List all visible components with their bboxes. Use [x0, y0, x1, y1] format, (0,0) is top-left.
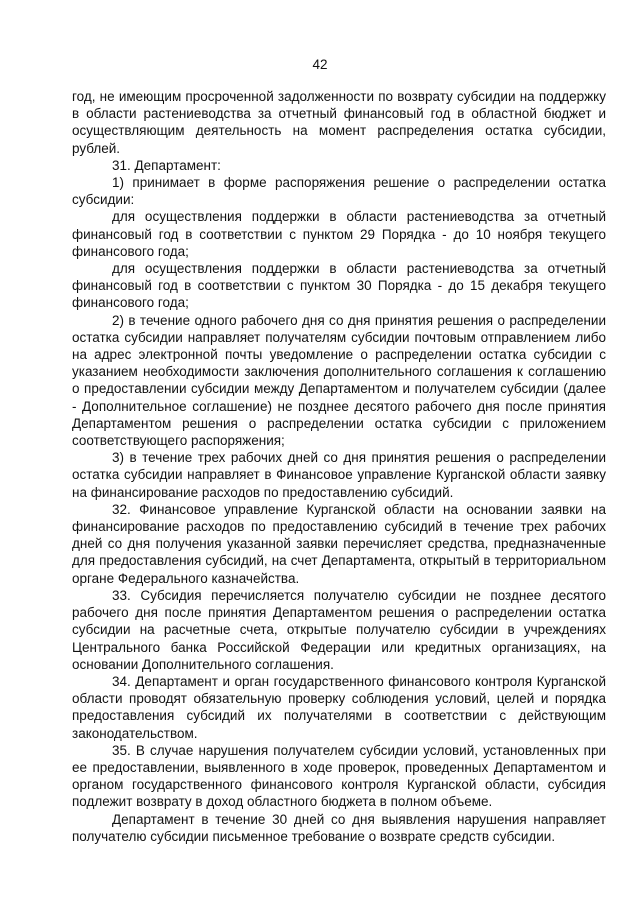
paragraph: 33. Субсидия перечисляется получателю субсидии не позднее десятого рабочего дня после принятия Департаментом решения о распределении остатка субсидии на расчетные счета, открытые получателю субсидии в учреждениях Центрального банка Российской Федерации или кредитных организациях, на основании Дополнительного соглашения.: [72, 587, 606, 672]
paragraph: Департамент в течение 30 дней со дня выявления нарушения направляет получателю субсидии письменное требование о возврате средств субсидии.: [72, 811, 606, 844]
paragraph: для осуществления поддержки в области растениеводства за отчетный финансовый год в соответствии с пунктом 29 Порядка - до 10 ноября текущего финансового года;: [72, 209, 606, 259]
paragraph: 3) в течение трех рабочих дней со дня принятия решения о распределении остатка субсидии направляет в Финансовое управление Курганской области заявку на финансирование расходов по предоставлению субсидий.: [72, 450, 606, 500]
paragraph: 31. Департамент:: [112, 157, 221, 173]
paragraph: 1) принимает в форме распоряжения решение о распределении остатка субсидии:: [72, 175, 606, 208]
paragraph: 2) в течение одного рабочего дня со дня принятия решения о распределении остатка субсидии направляет получателям субсидии почтовым отправлением либо на адрес электронной почты уведомление о распределении остатка субсидии с указанием необходимости заключения дополнительного соглашения к соглашению о предоставлении субсидии между Департаментом и получателем субсидии (далее - Дополнительное соглашение) не позднее десятого рабочего дня после принятия Департаментом решения о распределении остатка субсидии с приложением соответствующего распоряжения;: [72, 312, 606, 449]
paragraph: год, не имеющим просроченной задолженности по возврату субсидии на поддержку в области растениеводства за отчетный финансовый год в областной бюджет и осуществляющим деятельность на момент распределения остатка субсидии, рублей.: [72, 89, 606, 156]
paragraph: 34. Департамент и орган государственного финансового контроля Курганской области проводят обязательную проверку соблюдения условий, целей и порядка предоставления субсидий их получателями в соответствии с действующим законодательством.: [72, 673, 606, 741]
paragraph: 35. В случае нарушения получателем субсидии условий, установленных при ее предоставлении, выявленного в ходе проверок, проведенных Департаментом и органом государственного финансового контроля Курганской области, субсидия подлежит возврату в доход областного бюджета в полном объеме.: [72, 742, 606, 810]
page-number: 42: [312, 57, 328, 72]
paragraph: 32. Финансовое управление Курганской области на основании заявки на финансирование расходов по предоставлению субсидий в течение трех рабочих дней со дня получения указанной заявки перечисляет средства, предназначенные для предоставления субсидий, на счет Департамента, открытый в территориальном органе Федерального казначейства.: [72, 501, 606, 586]
document-body: [72, 88, 606, 845]
paragraph: для осуществления поддержки в области растениеводства за отчетный финансовый год в соответствии с пунктом 30 Порядка - до 15 декабря текущего финансового года;: [72, 261, 606, 311]
